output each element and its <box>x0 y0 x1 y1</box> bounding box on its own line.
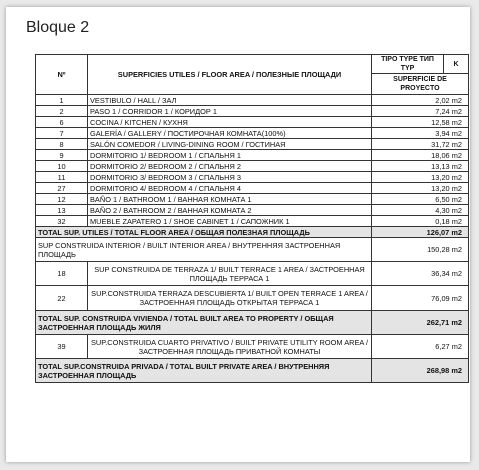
room-area: 13,20 m2 <box>372 183 469 194</box>
room-area: 12,58 m2 <box>372 117 469 128</box>
table-row <box>36 216 469 227</box>
terrace1-number: 18 <box>36 262 88 286</box>
room-number: 32 <box>36 216 88 227</box>
room-area: 7,24 m2 <box>372 106 469 117</box>
interior-label: SUP CONSTRUIDA INTERIOR / BUILT INTERIOR AREA / ВНУТРЕННЯЯ ЗАСТРОЕННАЯ ПЛОЩАДЬ <box>36 238 372 262</box>
room-area: 13,13 m2 <box>372 161 469 172</box>
header-no: Nº <box>36 55 88 95</box>
room-name: VESTIBULO / HALL / ЗАЛ <box>88 95 372 106</box>
header-surfaces: SUPERFICIES UTILES / FLOOR AREA / ПОЛЕЗНЫЕ ПЛОЩАДИ <box>88 55 372 95</box>
room-number: 12 <box>36 194 88 205</box>
terrace1-row <box>36 262 469 286</box>
room-number: 2 <box>36 106 88 117</box>
terrace-open1-number: 22 <box>36 286 88 311</box>
utility-value: 6,27 m2 <box>372 335 469 359</box>
total-privada-value: 268,98 m2 <box>372 359 469 383</box>
header-surface-project: SUPERFICIE DE PROYECTO <box>372 74 469 95</box>
terrace-open1-value: 76,09 m2 <box>372 286 469 311</box>
table-row <box>36 150 469 161</box>
room-area: 18,06 m2 <box>372 150 469 161</box>
room-name: DORMITORIO 3/ BEDROOM 3 / СПАЛЬНЯ 3 <box>88 172 372 183</box>
total-vivienda-row <box>36 311 469 335</box>
terrace1-label: SUP CONSTRUIDA DE TERRAZA 1/ BUILT TERRACE 1 AREA / ЗАСТРОЕННАЯ ПЛОЩАДЬ ТЕРРАСА 1 <box>88 262 372 286</box>
room-number: 9 <box>36 150 88 161</box>
room-name: GALERÍA / GALLERY / ПОСТИРОЧНАЯ КОМНАТА(100%) <box>88 128 372 139</box>
room-number: 6 <box>36 117 88 128</box>
room-name: DORMITORIO 2/ BEDROOM 2 / СПАЛЬНЯ 2 <box>88 161 372 172</box>
room-number: 11 <box>36 172 88 183</box>
terrace1-value: 36,34 m2 <box>372 262 469 286</box>
utility-label: SUP.CONSTRUIDA CUARTO PRIVATIVO / BUILT PRIVATE UTILITY ROOM AREA / ЗАСТРОЕННАЯ ПЛОЩАДЬ ПРИВАТНОЙ КОМНАТЫ <box>88 335 372 359</box>
table-row <box>36 172 469 183</box>
room-area: 13,20 m2 <box>372 172 469 183</box>
room-area: 3,94 m2 <box>372 128 469 139</box>
total-vivienda-value: 262,71 m2 <box>372 311 469 335</box>
room-number: 27 <box>36 183 88 194</box>
total-privada-row <box>36 359 469 383</box>
room-name: DORMITORIO 4/ BEDROOM 4 / СПАЛЬНЯ 4 <box>88 183 372 194</box>
room-number: 13 <box>36 205 88 216</box>
room-number: 7 <box>36 128 88 139</box>
header-type-line: TIPO TYPE ТИП <box>381 56 434 63</box>
table-row <box>36 205 469 216</box>
room-name: BAÑO 1 / BATHROOM 1 / ВАННАЯ КОМНАТА 1 <box>88 194 372 205</box>
areas-table <box>35 54 469 383</box>
room-name: SALÓN COMEDOR / LIVING-DINING ROOM / ГОСТИНАЯ <box>88 139 372 150</box>
table-row <box>36 106 469 117</box>
room-area: 2,02 m2 <box>372 95 469 106</box>
table-row <box>36 183 469 194</box>
room-number: 8 <box>36 139 88 150</box>
room-name: BAÑO 2 / BATHROOM 2 / ВАННАЯ КОМНАТА 2 <box>88 205 372 216</box>
total-vivienda-label: TOTAL SUP. CONSTRUIDA VIVIENDA / TOTAL BUILT AREA TO PROPERTY / ОБЩАЯ ЗАСТРОЕННАЯ ПЛОЩАДЬ ЖИЛЯ <box>36 311 372 335</box>
table-row <box>36 161 469 172</box>
table-row <box>36 139 469 150</box>
header-typ-line: TYP <box>400 65 415 72</box>
document-page <box>6 7 470 462</box>
interior-value: 150,28 m2 <box>372 238 469 262</box>
total-utiles-label: TOTAL SUP. UTILES / TOTAL FLOOR AREA / ОБЩАЯ ПОЛЕЗНАЯ ПЛОЩАДЬ <box>36 227 372 238</box>
room-area: 6,50 m2 <box>372 194 469 205</box>
room-number: 1 <box>36 95 88 106</box>
table-row <box>36 117 469 128</box>
utility-row <box>36 335 469 359</box>
utility-number: 39 <box>36 335 88 359</box>
interior-row <box>36 238 469 262</box>
table-row <box>36 95 469 106</box>
header-k: K <box>444 55 469 74</box>
room-number: 10 <box>36 161 88 172</box>
page-title: Bloque 2 <box>26 19 90 36</box>
table-row <box>36 194 469 205</box>
room-name: MUEBLE ZAPATERO 1 / SHOE CABINET 1 / САПОЖНИК 1 <box>88 216 372 227</box>
total-utiles-value: 126,07 m2 <box>372 227 469 238</box>
room-area: 31,72 m2 <box>372 139 469 150</box>
table-row <box>36 128 469 139</box>
room-name: DORMITORIO 1/ BEDROOM 1 / СПАЛЬНЯ 1 <box>88 150 372 161</box>
terrace-open1-label: SUP.CONSTRUIDA TERRAZA DESCUBIERTA 1/ BUILT OPEN TERRACE 1 AREA / ЗАСТРОЕННАЯ ПЛОЩАДЬ ОТКРЫТАЯ ТЕРРАСА 1 <box>88 286 372 311</box>
room-area: 4,30 m2 <box>372 205 469 216</box>
header-type <box>372 55 444 74</box>
total-privada-label: TOTAL SUP.CONSTRUIDA PRIVADA / TOTAL BUILT PRIVATE AREA / ВНУТРЕННЯЯ ЗАСТРОЕННАЯ ПЛОЩАДЬ <box>36 359 372 383</box>
room-name: PASO 1 / CORRIDOR 1 / КОРИДОР 1 <box>88 106 372 117</box>
total-utiles-row <box>36 227 469 238</box>
room-name: COCINA / KITCHEN / КУХНЯ <box>88 117 372 128</box>
terrace-open1-row <box>36 286 469 311</box>
header-row <box>36 55 469 74</box>
room-area: 0,18 m2 <box>372 216 469 227</box>
